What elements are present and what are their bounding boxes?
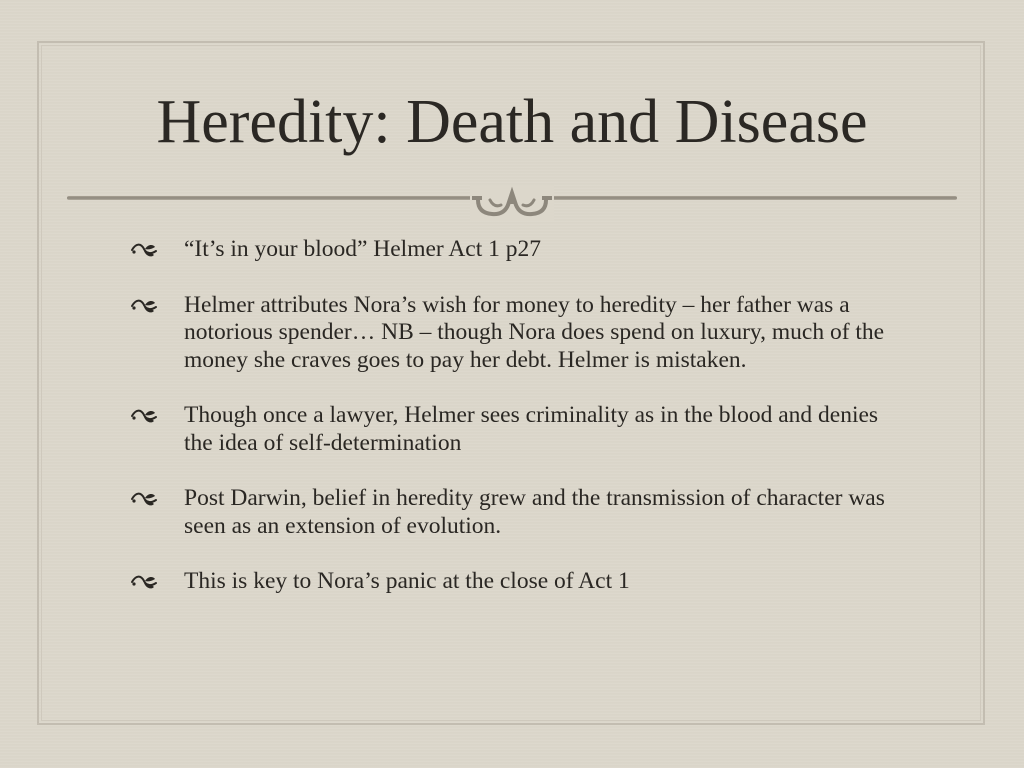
bullet-text: This is key to Nora’s panic at the close of Act 1 bbox=[184, 568, 630, 594]
slide-title: Heredity: Death and Disease bbox=[156, 88, 868, 156]
bullet-item bbox=[130, 485, 910, 540]
bullet-item bbox=[130, 236, 910, 264]
fleuron-icon bbox=[130, 239, 160, 261]
fleuron-icon bbox=[130, 571, 160, 593]
bullet-text: Post Darwin, belief in heredity grew and the transmission of character was seen as an extension of evolution. bbox=[184, 485, 885, 539]
bullet-text: “It’s in your blood” Helmer Act 1 p27 bbox=[184, 236, 541, 262]
bullet-list bbox=[130, 236, 910, 596]
scroll-ornament-icon bbox=[470, 185, 554, 221]
fleuron-icon bbox=[130, 295, 160, 317]
bullet-item bbox=[130, 292, 910, 375]
fleuron-icon bbox=[130, 405, 160, 427]
bullet-text: Though once a lawyer, Helmer sees criminality as in the blood and denies the idea of self-determination bbox=[184, 402, 879, 456]
bullet-text: Helmer attributes Nora’s wish for money to heredity – her father was a notorious spender… NB – though Nora does spend on luxury, much of the money she craves goes to pay her debt. Helmer is mistaken. bbox=[184, 291, 885, 373]
bullet-item bbox=[130, 568, 910, 596]
bullet-item bbox=[130, 402, 910, 457]
fleuron-icon bbox=[130, 488, 160, 510]
